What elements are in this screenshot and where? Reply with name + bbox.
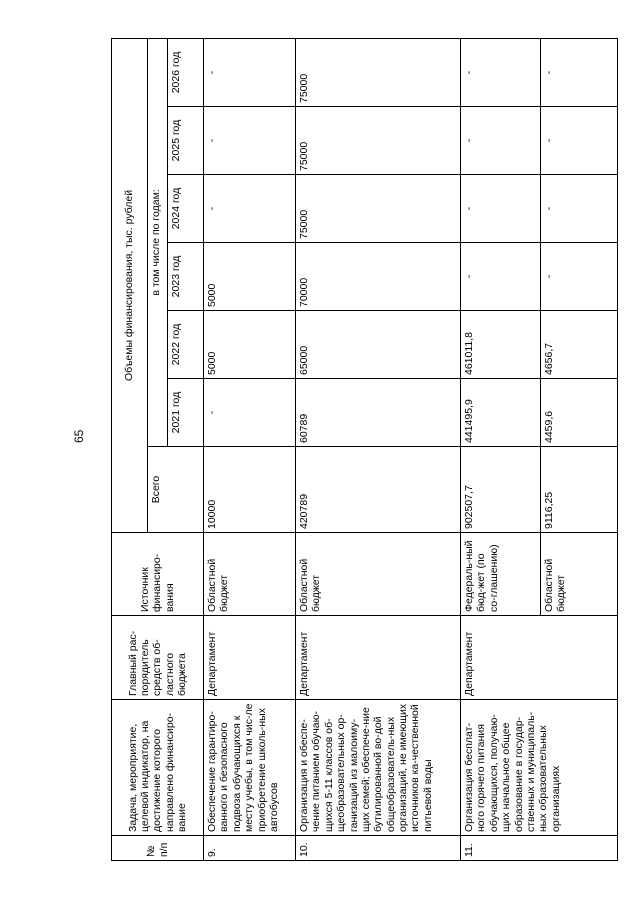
table-row — [296, 38, 461, 860]
row-no: 9. — [204, 836, 296, 861]
row-total: 9116,25 — [541, 447, 618, 533]
row-no: 10. — [296, 836, 461, 861]
row-manager: Департамент — [461, 616, 618, 700]
header-year-2025: 2025 год — [168, 107, 204, 175]
header-volume: Объемы финансирования, тыс. рублей — [112, 38, 148, 532]
row-value-2025: 75000 — [296, 107, 461, 175]
row-value-2023: 70000 — [296, 243, 461, 311]
header-year-2023: 2023 год — [168, 243, 204, 311]
row-value-2022: 5000 — [204, 311, 296, 379]
row-total: 10000 — [204, 447, 296, 533]
table-row — [461, 38, 541, 860]
page-number: 65 — [72, 429, 86, 443]
row-value-2024: - — [461, 175, 541, 243]
row-manager: Департамент — [204, 616, 296, 700]
row-value-2024: - — [541, 175, 618, 243]
rotated-table-wrapper — [111, 39, 617, 861]
row-task: Обеспечение гарантиро-ванного и безопасного подвоза обучающихся к месту учебы, в том чис-ле приобретение школь-ных автобусов — [204, 700, 296, 836]
row-task: Организация бесплат-ного горячего питания обучающихся, получаю-щих начальное общее образование в государ-ственных и муниципаль-ных образовательных организациях — [461, 700, 618, 836]
row-value-2025: - — [461, 107, 541, 175]
header-year-2024: 2024 год — [168, 175, 204, 243]
row-source: Областной бюджет — [541, 533, 618, 616]
row-value-2021: 4459,6 — [541, 379, 618, 447]
row-source: Федераль-ный бюд-жет (по со-глашению) — [461, 533, 541, 616]
row-manager: Департамент — [296, 616, 461, 700]
row-value-2026: 75000 — [296, 38, 461, 106]
row-value-2023: 5000 — [204, 243, 296, 311]
row-value-2022: 461011,8 — [461, 311, 541, 379]
row-value-2021: - — [204, 379, 296, 447]
row-value-2026: - — [541, 38, 618, 106]
row-source: Областной бюджет — [204, 533, 296, 616]
row-value-2025: - — [204, 107, 296, 175]
header-by-year: в том числе по годам: — [148, 38, 168, 446]
financing-table — [111, 38, 618, 861]
row-value-2022: 4656,7 — [541, 311, 618, 379]
header-no: № п/п — [112, 836, 204, 861]
row-value-2024: - — [204, 175, 296, 243]
row-value-2026: - — [204, 38, 296, 106]
header-task: Задача, мероприятие, целевой индикатор, на достижение которого направлено финансиро-вание — [112, 700, 204, 836]
header-total: Всего — [148, 447, 204, 533]
row-task: Организация и обеспе-чение питанием обучаю-щихся 5-11 классов об-щеобразовательных ор-ганизаций из малоиму-щих семей; обеспече-ние бутилированной во-дой общеобразователь-ных организаций, не имеющих источников ка-чественной питьевой воды — [296, 700, 461, 836]
row-total: 902507,7 — [461, 447, 541, 533]
row-total: 420789 — [296, 447, 461, 533]
header-row-1 — [112, 38, 148, 860]
row-no: 11. — [461, 836, 618, 861]
row-source: Областной бюджет — [296, 533, 461, 616]
header-year-2022: 2022 год — [168, 311, 204, 379]
header-source: Источник финансиро-вания — [112, 533, 204, 616]
row-value-2023: - — [461, 243, 541, 311]
row-value-2023: - — [541, 243, 618, 311]
row-value-2021: 441495,9 — [461, 379, 541, 447]
row-value-2024: 75000 — [296, 175, 461, 243]
table-row — [204, 38, 296, 860]
row-value-2026: - — [461, 38, 541, 106]
header-year-2026: 2026 год — [168, 38, 204, 106]
header-year-2021: 2021 год — [168, 379, 204, 447]
row-value-2025: - — [541, 107, 618, 175]
row-value-2021: 60789 — [296, 379, 461, 447]
row-value-2022: 65000 — [296, 311, 461, 379]
header-manager: Главный рас-порядитель средств об-ластного бюджета — [112, 616, 204, 700]
